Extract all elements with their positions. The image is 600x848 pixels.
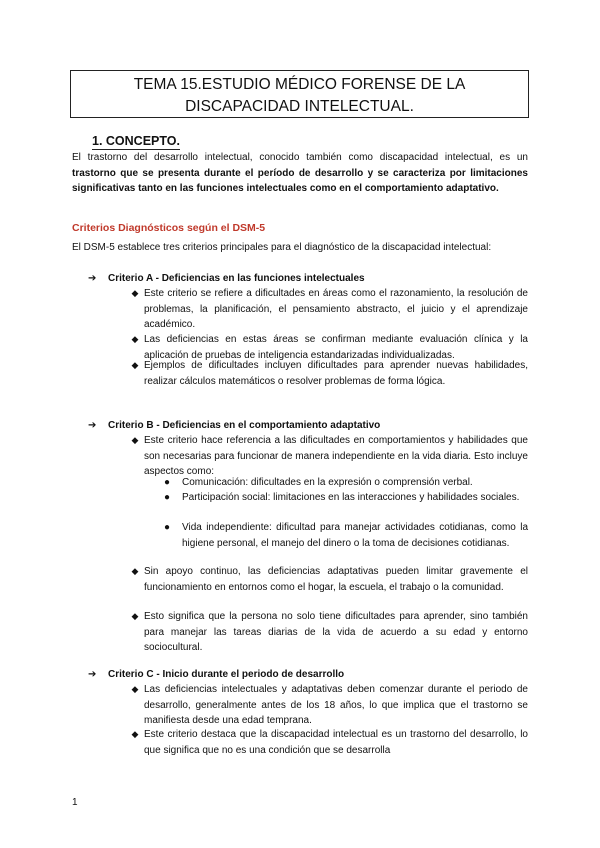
criterion-b-bullet-1: Este criterio hace referencia a las dificultades en comportamientos y habilidades que son necesarias para funcionar de manera independiente en la vida diaria. Esto incluye aspectos como: (144, 435, 528, 477)
criterion-b-sub-1: Comunicación: dificultades en la expresión o comprensión verbal. (182, 477, 473, 488)
title-line-2: DISCAPACIDAD INTELECTUAL. (185, 98, 414, 115)
page-number: 1 (72, 797, 78, 808)
criteria-heading: Criterios Diagnósticos según el DSM-5 (72, 222, 266, 234)
diamond-bullet-icon: ◆ (131, 435, 139, 445)
criterion-a-bullet-1: Este criterio se refiere a dificultades en áreas como el razonamiento, la resolución de problemas, la planificación, el pensamiento abstracto, el juicio y el aprendizaje académico. (144, 288, 528, 330)
criterion-b-bullet-3: Esto significa que la persona no solo tiene dificultades para aprender, sino también para manejar las tareas diarias de la vida de acuerdo a su edad y entorno sociocultural. (144, 611, 528, 653)
criterion-b-heading (88, 418, 380, 434)
criteria-intro: El DSM-5 establece tres criterios principales para el diagnóstico de la discapacidad intelectual: (72, 242, 492, 253)
concepto-text-plain: El trastorno del desarrollo intelectual, conocido también como discapacidad intelectual, es un (72, 152, 528, 163)
diamond-bullet-icon: ◆ (131, 611, 139, 621)
dot-bullet-icon: ● (163, 492, 171, 503)
concepto-text-bold: trastorno que se presenta durante el período de desarrollo y se caracteriza por limitaciones significativas tanto en las funciones intelectuales como en el comportamiento adaptativo. (72, 167, 528, 194)
criterion-a-title: Criterio A - Deficiencias en las funciones intelectuales (108, 273, 365, 284)
diamond-bullet-icon: ◆ (131, 684, 139, 694)
criterion-c-title: Criterio C - Inicio durante el periodo de desarrollo (108, 669, 345, 680)
concepto-paragraph (72, 150, 528, 197)
criterion-a-bullet-2: Las deficiencias en estas áreas se confirman mediante evaluación clínica y la aplicación de pruebas de inteligencia estandarizadas individualizadas. (144, 334, 528, 361)
dot-bullet-icon: ● (163, 522, 171, 533)
dot-bullet-icon: ● (163, 477, 171, 488)
diamond-bullet-icon: ◆ (131, 360, 139, 370)
criterion-a-bullet-3: Ejemplos de dificultades incluyen dificultades para aprender nuevas habilidades, realizar cálculos matemáticos o resolver problemas de forma lógica. (144, 360, 528, 387)
diamond-bullet-icon: ◆ (131, 334, 139, 344)
diamond-bullet-icon: ◆ (131, 566, 139, 576)
diamond-bullet-icon: ◆ (131, 729, 139, 739)
criterion-c-bullet-2: Este criterio destaca que la discapacidad intelectual es un trastorno del desarrollo, lo que significa que no es una condición que se desarrolla (144, 729, 528, 756)
section-heading-concepto: 1. CONCEPTO. (92, 134, 180, 148)
page-title (70, 70, 529, 118)
arrow-icon: ➔ (88, 420, 97, 431)
criterion-b-sub-2: Participación social: limitaciones en las interacciones y habilidades sociales. (182, 492, 520, 503)
arrow-icon: ➔ (88, 669, 97, 680)
diamond-bullet-icon: ◆ (131, 288, 139, 298)
criterion-c-heading (88, 667, 344, 683)
criterion-c-bullet-1: Las deficiencias intelectuales y adaptativas deben comenzar durante el periodo de desarrollo, generalmente antes de los 18 años, lo que implica que el trastorno se manifiesta desde una edad temprana. (144, 684, 528, 726)
criterion-a-heading (88, 271, 365, 287)
criterion-b-bullet-2: Sin apoyo continuo, las deficiencias adaptativas pueden limitar gravemente el funcionamiento en entornos como el hogar, la escuela, el trabajo o la comunidad. (144, 566, 528, 593)
criterion-b-title: Criterio B - Deficiencias en el comportamiento adaptativo (108, 420, 381, 431)
title-line-1: TEMA 15.ESTUDIO MÉDICO FORENSE DE LA (133, 76, 466, 93)
criterion-b-sub-3: Vida independiente: dificultad para manejar actividades cotidianas, como la higiene personal, el manejo del dinero o la toma de decisiones cotidianas. (182, 522, 528, 549)
arrow-icon: ➔ (88, 273, 97, 284)
